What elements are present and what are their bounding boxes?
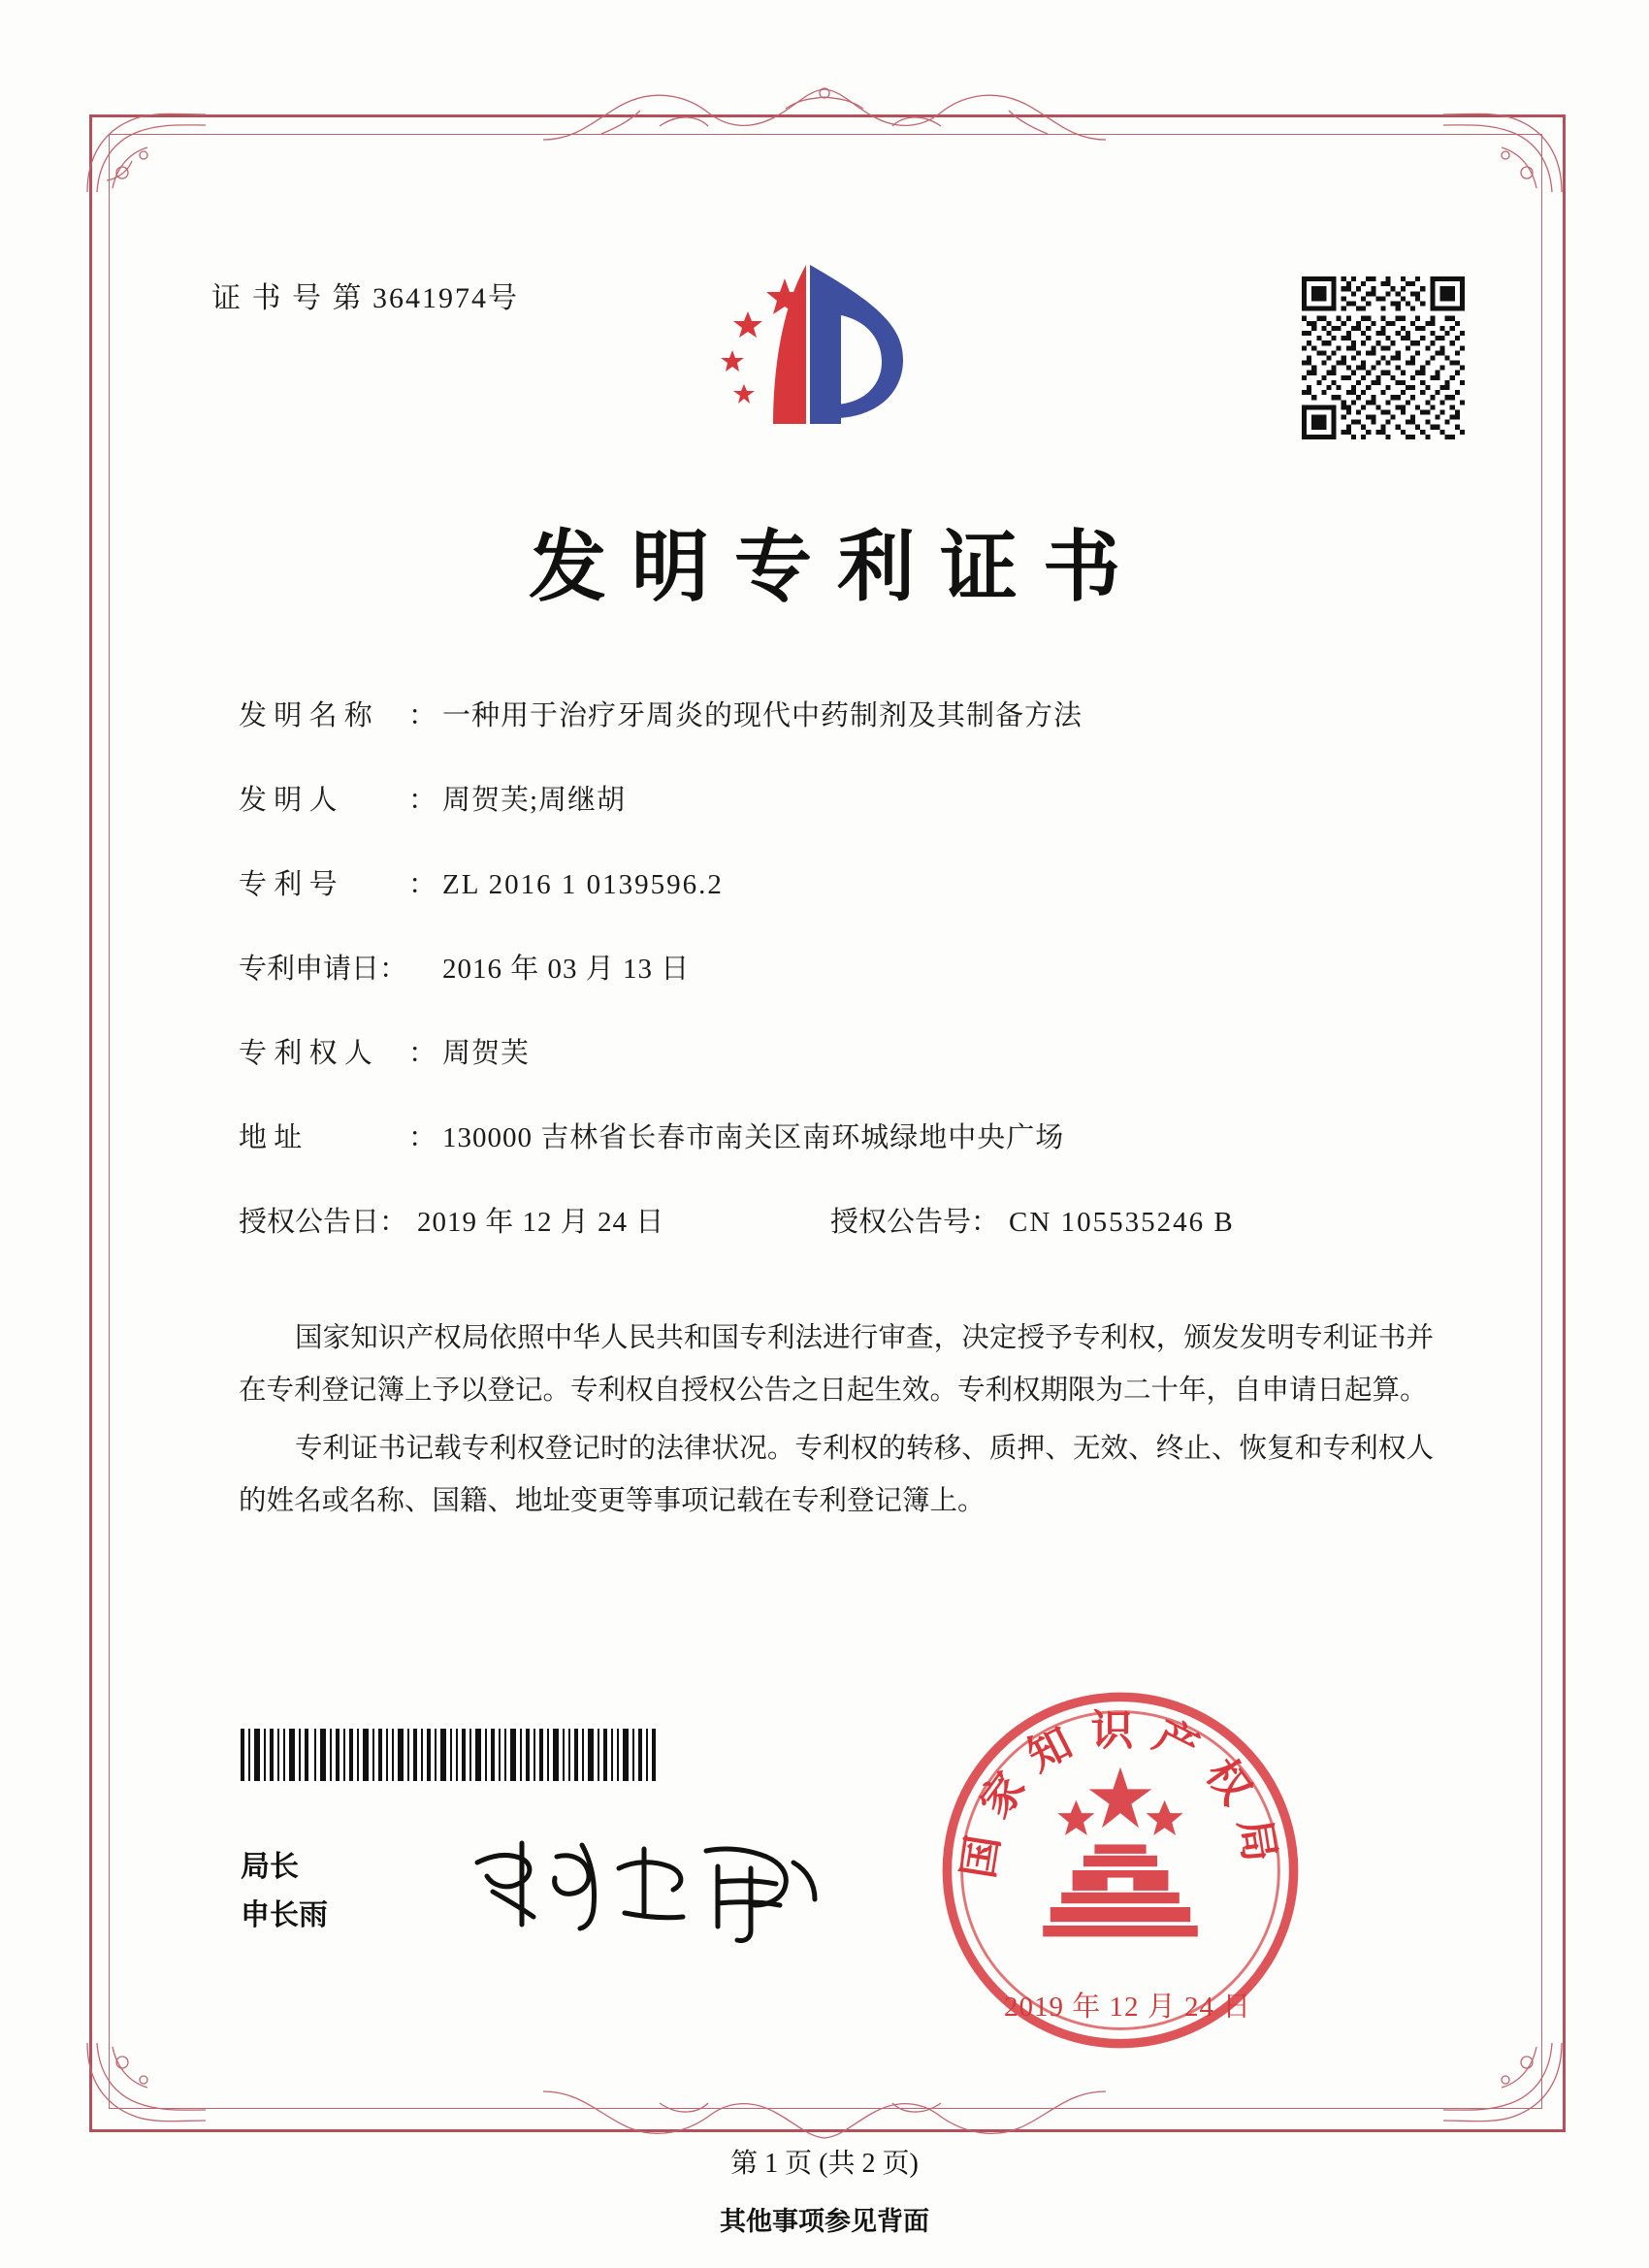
certificate-number-suffix: 号: [488, 282, 519, 314]
field-label: 专 利 权 人 ：: [239, 1038, 436, 1069]
cnipa-logo: [713, 257, 926, 441]
legal-paragraph-1: 国家知识产权局依照中华人民共和国专利法进行审查，决定授予专利权，颁发发明专利证书并在专利登记簿上予以登记。专利权自授权公告之日起生效。专利权期限为二十年，自申请日起算。: [239, 1321, 1434, 1406]
field-label: 发 明 人 ：: [239, 785, 436, 816]
certificate-number: [211, 274, 519, 316]
director-title: 局长: [241, 1850, 299, 1884]
field-label: 专 利 号 ：: [239, 869, 436, 900]
bottom-ornament: [543, 2086, 1106, 2142]
certificate-number-label: 证 书 号 第: [211, 282, 364, 314]
field-label: 发 明 名 称 ：: [239, 700, 436, 731]
barcode: [241, 1729, 656, 1781]
director-block: [241, 1843, 328, 1940]
page-title: 发明专利证书: [529, 521, 1146, 612]
seal-date: 2019 年 12 月 24 日: [1004, 1992, 1252, 2023]
field-label: 授权公告号：: [830, 1207, 1000, 1238]
field-list: [239, 694, 1422, 1271]
announcement-row: [239, 1200, 1422, 1240]
field-value: ZL 2016 1 0139596.2: [442, 869, 724, 900]
director-name: 申长雨: [241, 1898, 328, 1932]
field-value: 一种用于治疗牙周炎的现代中药制剂及其制备方法: [442, 700, 1083, 731]
field-value: 周贺芙;周继胡: [442, 785, 627, 816]
field-value: 周贺芙: [442, 1038, 531, 1069]
field-value: 2019 年 12 月 24 日: [417, 1207, 665, 1238]
seal-text: 国家知识产权局: [954, 1705, 1287, 1882]
field-invention-name: [239, 694, 1422, 733]
field-label: 地 址 ：: [239, 1122, 436, 1153]
qr-code: [1302, 276, 1465, 439]
field-address: [239, 1116, 1422, 1155]
field-patentee: [239, 1031, 1422, 1071]
field-patent-number: [239, 862, 1422, 902]
field-label: 专利申请日：: [239, 954, 408, 985]
back-side-note: 其他事项参见背面: [720, 2207, 929, 2237]
field-inventor: [239, 778, 1422, 818]
legal-text: [239, 1312, 1434, 1533]
field-label: 授权公告日：: [239, 1207, 408, 1238]
top-ornament: [543, 83, 1106, 146]
legal-paragraph-2: 专利证书记载专利权登记时的法律状况。专利权的转移、质押、无效、终止、恢复和专利权人的姓名或名称、国籍、地址变更等事项记载在专利登记簿上。: [239, 1432, 1434, 1516]
field-announcement-number: [830, 1200, 1235, 1240]
field-announcement-date: [239, 1200, 830, 1240]
page-number: 第 1 页 (共 2 页): [730, 2149, 919, 2179]
field-value: 130000 吉林省长春市南关区南环城绿地中央广场: [442, 1122, 1065, 1153]
field-value: 2016 年 03 月 13 日: [442, 954, 691, 985]
certificate-number-value: 3641974: [372, 282, 488, 314]
director-signature: [464, 1824, 832, 1950]
field-application-date: [239, 947, 1422, 987]
field-value: CN 105535246 B: [1009, 1207, 1235, 1238]
